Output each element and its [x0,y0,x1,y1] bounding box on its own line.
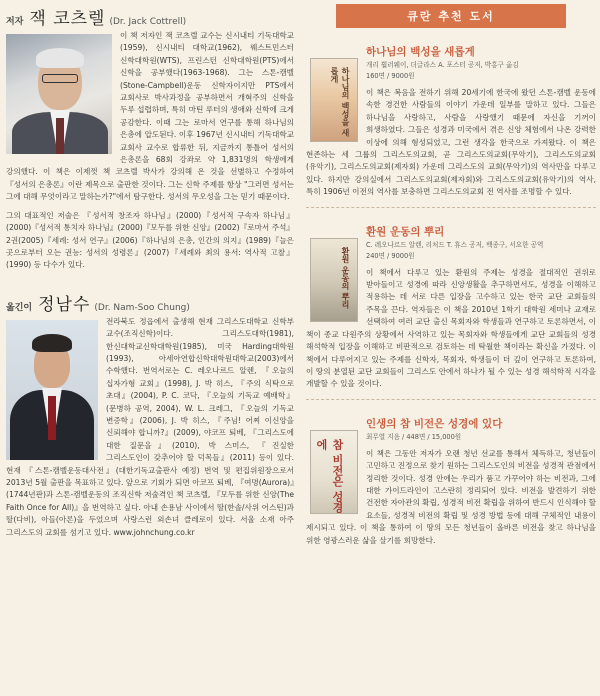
translator-bio: 전라북도 정읍에서 출생해 현재 그리스도대학교 신학부 교수(조직신학)이다. 그리스도대학(1981), 한신대학교신학대학원(1985), 미국 Harding대학원(1993), 아세아연합신학대학원대학교(2003)에서 수학했다. 번역서로는 C. 레오나르드 알렌, 『오늘의 십자가형 교회』(1998), J. 박 히스, 『주의 식탁으로 초대』(2004), P. C. 코닥, 『오늘의 기독교 예배학』(문병하 공역, 2004), W. L. 크레그, 『오늘의 기독교 변증학』(2006), J. 박 히스, 『주님! 어찌 이신앙을 신뢰해야 합니까?』(2009), 야코프 퇴베, 『그리스도에 대한 질문을』(2010), 박 스미스, 『진실한 그리스도인이 갖추어야 할 덕목들』(2011) 등이 있다. 현재 『스톤-캠벨운동대사전』(대한기독교출판사 예정) 번역 및 편집위원장으로서 2013년 5월 출판을 목표하고 있다. 앞으로 기회가 되면 아코프 퇴베, 『여명(Aurora)』(1744년판)과 스톤-캠벨운동의 조직신학 저술격인 책 코츠렐, 『모두를 위한 신앙(The Faith Once for All)』을 번역하고 싶다. 아내 손용남 사이에서 딸(한솔/사위 어스틴)과 딸(다비), 아들(아론)을 두었으며 사랑스런 외손녀 클레로이 있다. 서울 소재 아주 그리스도의 교회를 섬기고 있다. [6,316,294,537]
book-cover-1 [310,58,358,142]
right-column [306,0,596,547]
translator-bio-block [6,316,294,539]
book-meta-1: 개리 훨러웨이, 더글라스 A. 포스터 공저, 박홍구 옮김 [366,61,519,69]
author-name-ko: 잭 코츠렐 [29,9,106,29]
book-card-2 [306,224,596,400]
author-header [6,4,294,30]
book-meta-3: 최무열 지음 / 448면 / 15,000원 [366,432,462,441]
book-cover-title-1: 하나님의 백성을 새롭게 [330,67,350,137]
book-card-1 [306,44,596,208]
author-role-label: 저자 [6,17,24,27]
translator-name-ko: 정남수 [38,294,91,315]
book-price-2: 240면 / 9000원 [366,251,415,260]
book-cover-title-3: 참 비전은 성경에 [315,438,344,513]
translator-role-label: 옮긴이 [6,302,33,313]
author-name-en: (Dr. Jack Cottrell) [109,17,187,27]
divider [306,399,596,400]
author-works: 그의 대표적인 저술은 『성서적 창조자 하나님』(2000)『성서적 구속자 하나님』(2000)『성서적 통치자 하나님』(2000)『모두를 위한 신앙』(2002)『로마서 주석』2권(2005)『세례: 성서 연구』(2006)『하나님의 은총, 인간의 의지』(1989)『늘은 곳으로부터 오는 권능: 성서의 성령론』(2007)『세례와 최의 용서: 역사적 고찰』(1990) 등 다수가 있다. [6,210,294,270]
translator-name-en: (Dr. Nam-Soo Chung) [94,302,190,313]
translator-header [6,290,294,316]
author-bio: 이 책 저자인 잭 코츠렐 교수는 신시내티 기독대학교(1959), 신시내티 대학교(1962), 웨스트민스터 신학대학원(WTS), 프린스턴 신학대학원(PTS)에서 신학을 공부했다(1963-1968). 그는 스톤-캠벨(Stone-Campbell)운동 신학자이지만 PTS에서 교회사로 박사과정을 공부하면서 개혁주의 신학을 두루 섭렵하며, 특히 마틴 루터의 생애와 신학에 크게 공감한다. 이때 그는 로마서 연구를 통해 하나님의 은총에 압도된다. 이후 1967년 신시내티 기독대학교 교회사 교수로 합류한 뒤, 지금까지 통틀어 성서의 은총론을 68회 강좌로 약 1,831명의 학생에게 강의했다. 이 책은 이제껏 책 코츠렐 박사가 강의해 온 것을 선별하고 수정하여 『성서의 은총론』이란 제목으로 출판한 것이다. 그는 신학 주제를 항상 "그러면 성서는 그에 대해 무엇이라고 말하는가?"에서 탐구한다. 성서의 무오성을 그는 믿기 때문이다. [6,31,294,202]
book-title-2: 환원 운동의 뿌리 [366,225,445,238]
book-desc-2: 이 책에서 다루고 있는 환원의 주제는 성경을 절대적인 권위로 받아들이고 성경에 따라 신앙생활을 추구하면서도, 성경을 이해하고 적용하는 데 서로 다른 입장을 고수하고 있는 한국 교단 교회들의 주목을 끈다. 역자들은 이 책을 2010년 1학기 대학원 세미나 교재로 선택하여 여러 교단 출신 목회자와 학생들과 연구하고 토론하면서, 이 책이 종교 다원주의 상황에서 사역하고 있는 목회자와 학생들에게 교단 교회들의 성경 해석학적 입장을 이해하고 비판적으로 검토하는 데 탁월한 책이라는 확신을 가졌다. 이 책에서 다루어지고 있는 주제를 신학자, 목회자, 학생들이 더 깊이 연구하고 토론하여, 이 땅의 분열된 교단 교회들이 그리스도 안에서 하나가 될 수 있는 성경 해석학적 시각을 개발할 수 있을 것이다. [306,267,596,389]
book-desc-1: 이 책은 복음을 전하기 위해 20세기에 한국에 왔던 스톤-캠벨 운동에 속한 경건한 사람들의 이야기 가운데 일부를 말하고 있다. 그들은 하나님을 사랑하고, 사람을 사랑했기 때문에 자신을 기꺼이 희생하였다. 그들은 성경과 미국에서 겪은 신앙 체험에서 나온 강력한 이상에 의해 형성되었고, 그런 생각을 한국으로 가져왔다. 이 책은 현존하는 세 그룹의 그리스도의교회, 곧 그리스도의교회(무악기), 그리스도의교회(유악기), 그리스도의교회(제자회) 가운데 그리스도의 교회(무악기)의 역사만을 다루고 있다. 하지만 강의실에서 그리스도의교회(제자회)와 그리스도의교회(유악기)의 역사, 특히 1906년 이전의 역사를 보충하면 그리스도의교회 전 역사를 조명할 수 있다. [306,88,596,197]
book-price-1: 160면 / 9000원 [366,72,415,80]
divider [306,207,596,208]
book-cover-title-2: 환원 운동의 뿌리 [341,246,350,309]
book-desc-3: 이 책은 그동안 저자가 오랜 청년 선교를 통해서 체득하고, 청년들이 고민하고 진정으로 찾기 원하는 그리스도인의 비전을 성경적 관점에서 정리한 것이다. 성경 안에는 우리가 품고 가꾸어야 하는 비전과, 그에 대한 가이드라인이 고스란히 정리되어 있다. 비전을 발견하기 위한 건전한 자아관의 확립, 성경적 비전 확립을 위하여 반드시 인식해야 할 요소들, 성경적 비전의 확립 및 성경 방법 등에 대해 구체적인 내용이 제시되고 있다. 이 책을 통하여 이 땅의 모든 청년들이 올바른 비전을 찾고 하나님을 위한 영광스러운 삶을 살기를 희망한다. [306,448,596,545]
book-card-3 [306,416,596,547]
translator-url[interactable]: www.johnchung.co.kr [113,527,195,537]
translator-photo [6,320,98,460]
book-title-1: 하나님의 백성을 새롭게 [366,46,475,58]
recommended-books-banner: 큐란 추천 도서 [336,4,566,28]
book-title-3: 인생의 참 비전은 성경에 있다 [366,417,503,430]
author-photo [6,34,112,154]
book-cover-2 [310,238,358,322]
left-column [6,4,294,539]
book-cover-3 [310,430,358,514]
author-bio-block [6,30,294,204]
book-meta-2: C. 레오나르드 알렌, 리처드 T. 휴스 공저, 백종구, 서요한 공역 [366,240,544,249]
